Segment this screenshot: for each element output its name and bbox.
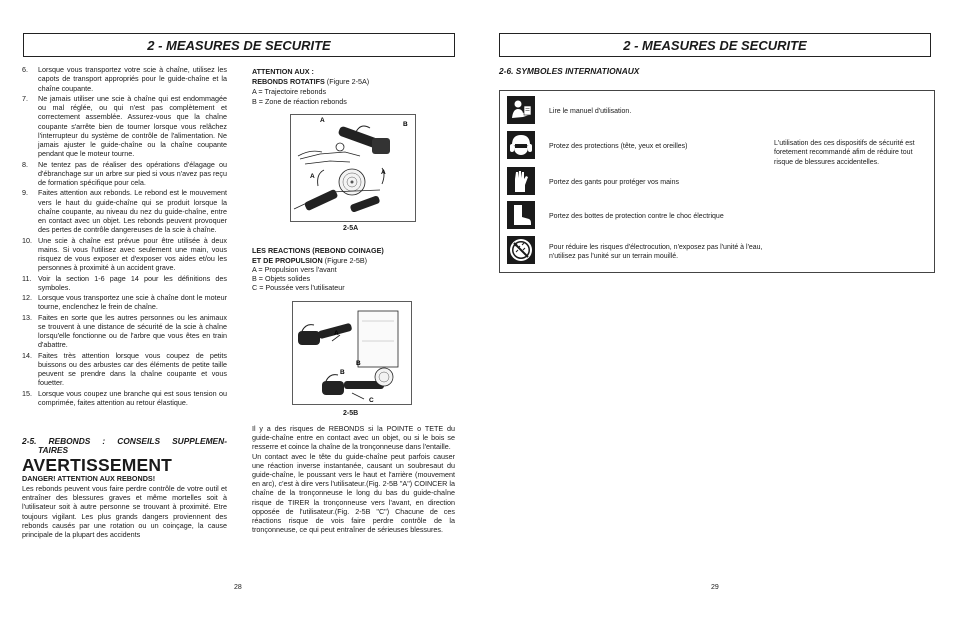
left-page-header: 2 - MEASURES DE SECURITE [23,33,455,57]
list-item-text: Une scie à chaîne est prévue pour être utilisée à deux mains. Si vous l'utilisez avec seulement une main, vous risquez de vous exposer et d'exposer vos aides et/ou les personnes à proximité à un accident grave. [38,235,227,273]
list-item-number: 14. [22,350,32,360]
legend2-b: B = Objets solides [252,274,311,283]
rebonds-rotatifs: REBONDS ROTATIFS (Figure 2-5A) [252,77,370,86]
symbol-row-boots [507,201,767,231]
list-item-number: 15. [22,388,32,398]
list-item-text: Faites attention aux rebonds. Le rebond est le mouvement vers le haut du guide-chaîne qui se produit lorsque la chaîne coupante, au niveau du nez du guide-chaîne, entre en contact avec un objet. Les rebonds peuvent provoquer des pertes de contrôle dangereuses de la scie à chaîne. [38,188,227,235]
symbol-text-boots: Portez des bottes de protection contre le choc électrique [549,213,724,220]
fig-b-label-c: C [369,397,374,404]
symbol-row-rain [507,236,767,266]
safety-rules-list [22,65,227,408]
list-item-number: 12. [22,293,32,302]
list-item-text: Lorsque vous transportez votre scie à chaîne, utilisez les capots de transport appropriés pour le guide-chaîne et la chaîne coupante. [38,65,227,93]
list-item [22,313,227,350]
fig-b-label-a: A [334,330,339,337]
reactions-title: LES REACTIONS (REBOND COINAGE) [252,246,384,255]
list-item [22,274,227,293]
fig-a-label-a3: A [381,169,386,176]
danger-line: DANGER! ATTENTION AUX REBONDS! [22,474,156,483]
list-item-number: 11. [22,273,32,283]
fig-a-caption: 2-5A [343,225,359,232]
symbols-box [499,90,935,273]
legend2-c: C = Poussée vers l'utilisateur [252,283,345,292]
fig-b-log [358,311,398,367]
fig-b-caption: 2-5B [343,410,359,417]
symbol-text-manual: Lire le manuel d'utilisation. [549,108,632,115]
figure-2-5a [290,114,416,222]
boots-icon [507,201,535,229]
danger-text: Les rebonds peuvent vous faire perdre contrôle de votre outil et entraîner des blessures graves et même mortelles soit à l'utilisateur soit à autre personne se trouvant à proximité. Etre toujours vigilant. Les plus grands dangers proviennent des rebonds causés par une rotation ou un coinçage, la cause principale de la plupart des accidents [22,484,227,540]
list-item [22,293,227,312]
safety-side-note: L'utilisation des ces dispositifs de sécurité est foretement recommandé afim de réduire tout risque de blessures accidentelles. [774,140,915,166]
legend-a: A = Trajectoire rebonds [252,87,327,96]
list-item [22,351,227,388]
fig-a-label-b: B [403,121,408,128]
symbol-text-gloves: Portez des gants pour protéger vos mains [549,179,679,186]
manual-reading-icon [507,96,535,124]
symbol-row-head [507,131,767,161]
list-item [22,160,227,188]
list-item-text: Faites très attention lorsque vous coupez de petits buissons ou des arbustes car des éléments de petite taille peuvent se prendre dans la chaîne coupante et vous fouetter. [38,350,227,388]
list-item-text: Lorsque vous transportez une scie à chaîne dont le moteur tourne, enclenchez le frein de chaîne. [38,293,227,312]
figure-2-5b [292,301,412,405]
fig-b-label-b2: B [340,369,345,376]
list-item-number: 10. [22,235,32,245]
fig-a-saw-body [372,138,390,154]
page-number-right: 29 [711,584,719,591]
section-title-symboles: 2-6. SYMBOLES INTERNATIONAUX [499,66,640,76]
attention-title: ATTENTION AUX : [252,67,314,76]
list-item [22,94,227,159]
fig-b-saw2-body [322,381,344,395]
symbol-text-rain: Pour réduire les risques d'électrocution, n'exposez pas l'unité à l'eau, n'utilisez pas l'unité sur un terrain mouillé. [549,244,763,260]
right-page-header: 2 - MEASURES DE SECURITE [499,33,931,57]
list-item-number: 6. [22,65,28,74]
legend2-a: A = Propulsion vers l'avant [252,265,337,274]
fig-a-label-a1: A [320,117,325,124]
list-item-number: 13. [22,312,32,322]
list-item-number: 7. [22,93,28,103]
list-item-text: Voir la section 1-6 page 14 pour les définitions des symboles. [38,273,227,292]
body-paragraph: Un contact avec le tête du guide-chaîne peut parfois causer une réaction inverse instantanée, causant un soubresaut du guide-chaîne, le poussant vers le haut et l'arrière (mouvement en arc), c'est à dire vers l'utilisateur.(Fig. 2-5B "A") COINCER la chaîne de la tronçonneuse le long du bas du guide-chaîne risque de TIRER la tronçonneuse vers l'avant, en direction opposée de l'utilisateur.(Fig. 2-5B "C") Chacune de ces réactions risque de vois faire perdre contrôle de la tronçonneuse, ce qui peut entraîner de sérieuses blessures. [252,451,455,535]
list-item-number: 9. [22,188,28,198]
list-item [22,65,227,93]
list-item [22,389,227,408]
middle-body-text [252,424,455,534]
avertissement-heading: AVERTISSEMENT [22,455,173,475]
symbol-text-head: Protez des protections (tête, yeux et oreilles) [549,143,688,150]
gloves-icon [507,167,535,195]
page-number-left: 28 [234,584,242,591]
list-item [22,236,227,273]
fig-a-label-a2: A [310,173,315,180]
symbol-row-gloves [507,167,767,197]
symbol-row-manual [507,96,767,126]
list-item-text: Ne jamais utiliser une scie à chaîne qui est endommagée ou mal réglée, ou qui n'est pas complètement et correctement assemblée. Assurez-vous que la chaîne coupante s'arrête bien de tourner lorsque vous relâchez l'interrupteur du système de contrôle de l'alimentation. Ne jamais ajuster le guide-chaîne ou la chaîne coupante pendant que le moteur tourne. [38,93,227,159]
no-rain-icon [507,236,535,264]
head-protection-icon [507,131,535,159]
body-paragraph: Il y a des risques de REBONDS si la POINTE o TETE du guide-chaîne entre en contact avec un objet, ou si le bois se resserre et coince la chaîne de la tronçonneuse dans l'entaille. [252,424,455,452]
legend-b: B = Zone de réaction rebonds [252,97,347,106]
propulsion-title: ET DE PROPULSION (Figure 2-5B) [252,256,368,265]
list-item-text: Ne tentez pas de réaliser des opérations d'élagage ou d'ébranchage sur un arbre sur pied si vous n'avez pas reçu de formation spécifique pour cela. [38,159,227,187]
fig-b-label-b1: B [356,360,361,367]
list-item-number: 8. [22,159,28,169]
section-title-rebonds: 2-5. REBONDS : CONSEILS SUPPLEMEN- TAIRES [22,436,227,455]
fig-b-saw1-body [298,331,320,345]
list-item-text: Lorsque vous coupez une branche qui est sous tension ou comprimée, faites attention au retour élastique. [38,388,227,407]
list-item-text: Faites en sorte que les autres personnes ou les animaux se trouvent à une distance de sécurité de la scie à chaîne lorsqu'elle fonctionne ou de l'arbre que vous êtes en train d'abattre. [38,312,227,350]
list-item [22,188,227,234]
